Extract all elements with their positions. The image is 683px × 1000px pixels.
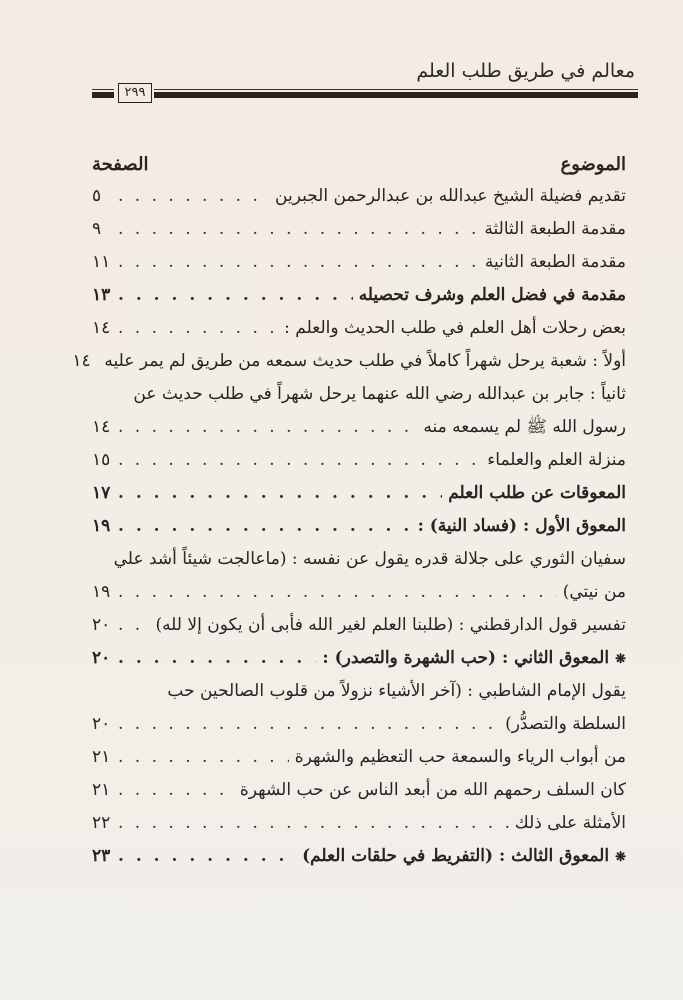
toc-entry-page: ١٤ xyxy=(92,318,111,338)
dot-leader xyxy=(118,576,557,609)
toc-entry-title: تقديم فضيلة الشيخ عبدالله بن عبدالرحمن الجبرين xyxy=(275,186,626,206)
toc-entry-title: المعوق الثالث : (التفريط في حلقات العلم) xyxy=(302,846,610,866)
column-page-heading: الصفحة xyxy=(92,154,149,175)
dot-leader xyxy=(118,840,296,873)
toc-entry xyxy=(92,774,626,807)
dot-leader xyxy=(118,741,289,774)
toc-entry-title: مقدمة الطبعة الثانية xyxy=(484,252,626,272)
toc-entry xyxy=(92,708,626,741)
toc-entry-page: ٢٣ xyxy=(92,846,111,866)
dot-leader xyxy=(118,774,234,807)
toc-entry xyxy=(92,609,626,642)
toc-entry-title: الأمثلة على ذلك xyxy=(514,813,626,833)
dot-leader xyxy=(118,180,269,213)
toc-entry xyxy=(92,246,626,279)
toc-entry-title: السلطة والتصدُّر) xyxy=(505,714,626,734)
toc-entry-page: ١٩ xyxy=(92,582,111,602)
toc-entry xyxy=(92,477,626,510)
dot-leader xyxy=(118,708,499,741)
toc-entry-page: ١٣ xyxy=(92,285,111,305)
toc-entry-title: أولاً : شعبة يرحل شهراً كاملاً في طلب حديث سمعه من طريق لم يمر عليه xyxy=(104,351,626,371)
toc-entry-page: ٥ xyxy=(92,186,102,206)
toc-entry xyxy=(92,510,626,543)
toc-entry-title: المعوق الأول : (فساد النية) : xyxy=(417,516,626,536)
toc-entry-title: بعض رحلات أهل العلم في طلب الحديث والعلم : xyxy=(284,318,626,338)
dot-leader xyxy=(118,807,509,840)
toc-entry xyxy=(92,180,626,213)
toc-entry-title: من نيتي) xyxy=(562,582,626,602)
column-subject-heading: الموضوع xyxy=(560,154,626,175)
toc-entry-page: ٢١ xyxy=(92,780,111,800)
toc-entry xyxy=(92,741,626,774)
page-number: ٢٩٩ xyxy=(118,83,152,103)
toc-entry xyxy=(92,576,626,609)
toc-entry-page: ١٤ xyxy=(72,351,91,371)
toc-entry xyxy=(92,642,626,675)
toc-entry xyxy=(92,213,626,246)
dot-leader xyxy=(118,477,442,510)
toc-header xyxy=(92,150,626,180)
toc-entry-page: ١٤ xyxy=(92,417,111,437)
dot-leader xyxy=(118,510,412,543)
toc-entry xyxy=(92,411,626,444)
toc-entry-title: المعوق الثاني : (حب الشهرة والتصدر) : xyxy=(322,648,610,668)
toc-entry-title: المعوقات عن طلب العلم xyxy=(448,483,626,503)
rule-divider xyxy=(92,92,114,98)
dot-leader xyxy=(118,213,478,246)
toc-entry-page: ٩ xyxy=(92,219,102,239)
dot-leader xyxy=(118,312,278,345)
toc-entry-first-line: ثانياً : جابر بن عبدالله رضي الله عنهما يرحل شهراً في طلب حديث عن xyxy=(133,384,626,404)
header-rule xyxy=(92,86,638,108)
asterisk-icon: ❋ xyxy=(615,652,626,667)
toc-entry xyxy=(92,279,626,312)
rule-divider xyxy=(92,89,114,90)
toc-entry-title: كان السلف رحمهم الله من أبعد الناس عن حب الشهرة xyxy=(239,780,626,800)
running-title: معالم في طريق طلب العلم xyxy=(416,60,635,82)
dot-leader xyxy=(118,642,316,675)
toc-entry xyxy=(92,840,626,873)
toc-entry-title: رسول الله ﷺ لم يسمعه منه xyxy=(423,417,626,437)
dot-leader xyxy=(118,246,479,279)
toc-entry-title: منزلة العلم والعلماء xyxy=(487,450,626,470)
toc-entry-title: مقدمة في فضل العلم وشرف تحصيله xyxy=(358,285,626,305)
dot-leader xyxy=(118,609,149,642)
toc-entry xyxy=(72,345,626,378)
dot-leader xyxy=(118,279,353,312)
toc-entry-page: ١٧ xyxy=(92,483,111,503)
table-of-contents xyxy=(72,150,626,873)
toc-entry-page: ٢٠ xyxy=(92,714,111,734)
dot-leader xyxy=(118,444,481,477)
toc-entry-page: ٢١ xyxy=(92,747,111,767)
toc-entry-first-line: يقول الإمام الشاطبي : (آخر الأشياء نزولاً من قلوب الصالحين حب xyxy=(167,681,626,701)
toc-entry xyxy=(92,312,626,345)
toc-entry-title: تفسير قول الدارقطني : (طلبنا العلم لغير الله فأبى أن يكون إلا لله) xyxy=(155,615,626,635)
toc-entry-page: ١٩ xyxy=(92,516,111,536)
toc-entry-title: من أبواب الرياء والسمعة حب التعظيم والشهرة xyxy=(294,747,626,767)
toc-entry-page: ٢٠ xyxy=(92,615,111,635)
asterisk-icon: ❋ xyxy=(615,850,626,865)
toc-entry-title: مقدمة الطبعة الثالثة xyxy=(484,219,626,239)
toc-entry-page: ٢٠ xyxy=(92,648,111,668)
toc-entry-page: ١٥ xyxy=(92,450,111,470)
dot-leader xyxy=(118,411,417,444)
toc-entry xyxy=(92,807,626,840)
rule-divider xyxy=(154,89,638,90)
rule-divider xyxy=(154,92,638,98)
toc-entry-page: ٢٢ xyxy=(92,813,111,833)
toc-entry xyxy=(92,444,626,477)
toc-entry-page: ١١ xyxy=(92,252,111,272)
toc-entry-first-line: سفيان الثوري على جلالة قدره يقول عن نفسه : (ماعالجت شيئاً أشد علي xyxy=(113,549,626,569)
toc-entries xyxy=(72,180,626,873)
